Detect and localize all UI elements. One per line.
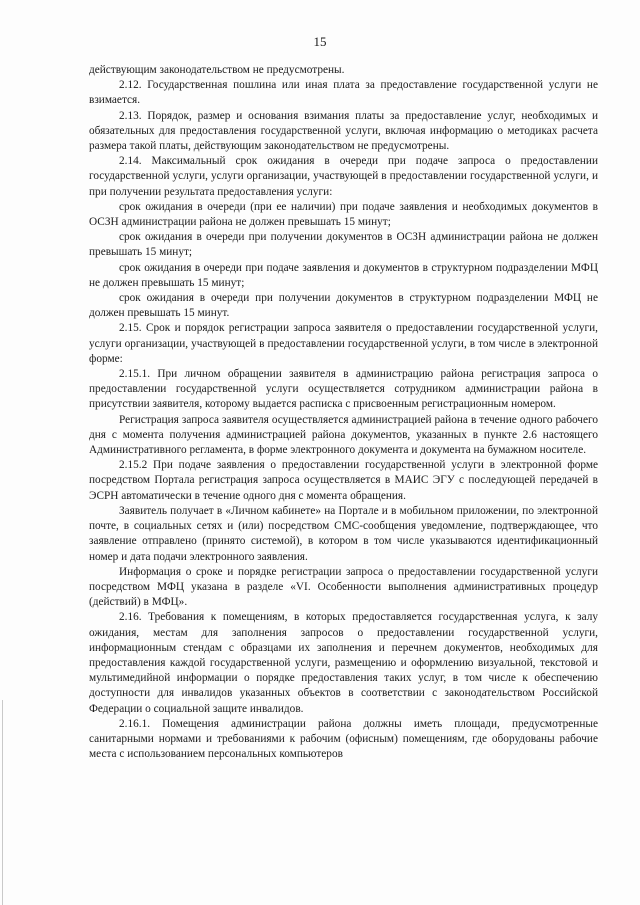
paragraph: 2.15.1. При личном обращении заявителя в администрацию района регистрация запроса о предоставлении государственной услуги осуществляется сотрудником администрации района в присутствии заявителя, которому выдается расписка с присвоенным регистрационным номером. — [89, 368, 598, 411]
paragraph: 2.13. Порядок, размер и основания взимания платы за предоставление услуг, необходимых и обязательных для предоставления государственной услуги, включая информацию о методиках расчета размера такой платы, действующим законодательством не предусмотрены. — [89, 109, 598, 153]
paragraph: срок ожидания в очереди (при ее наличии) при подаче заявления и необходимых документов в ОСЗН администрации района не должен превышать 15 минут; — [89, 200, 598, 229]
scan-edge-line — [2, 700, 3, 905]
paragraph: 2.15. Срок и порядок регистрации запроса заявителя о предоставлении государственной услуги, услуги организации, участвующей в предоставлении государственной услуги, в том числе в электронной форме: — [89, 322, 598, 365]
paragraph: 2.14. Максимальный срок ожидания в очереди при подаче запроса о предоставлении государственной услуги, услуги организации, участвующей в предоставлении государственной услуги, и при получении результата предоставления услуги: — [89, 155, 598, 198]
document-body — [89, 63, 598, 762]
paragraph: срок ожидания в очереди при получении документов в ОСЗН администрации района не должен превышать 15 минут; — [89, 231, 598, 259]
paragraph: 2.16.1. Помещения администрации района должны иметь площади, предусмотренные санитарными нормами и требованиями к рабочим (офисным) помещениям, где оборудованы рабочие места с использованием персональных компьютеров — [89, 717, 598, 761]
page-number: 15 — [313, 34, 327, 49]
paragraph: срок ожидания в очереди при подаче заявления и документов в структурном подразделении МФЦ не должен превышать 15 минут; — [89, 261, 598, 289]
paragraph: Заявитель получает в «Личном кабинете» на Портале и в мобильном приложении, по электронной почте, в социальных сетях и (или) посредством СМС-сообщения уведомление, подтверждающее, что заявление отправлено (принято системой), в котором в том числе указываются идентификационный номер и дата подачи электронного заявления. — [89, 504, 598, 563]
paragraph: Информация о сроке и порядке регистрации запроса о предоставлении государственной услуги посредством МФЦ указана в разделе «VI. Особенности выполнения административных процедур (действий) в МФЦ». — [89, 565, 598, 609]
paragraph: 2.12. Государственная пошлина или иная плата за предоставление государственной услуги не взимается. — [89, 79, 598, 107]
paragraph: 2.15.2 При подаче заявления о предоставлении государственной услуги в электронной форме посредством Портала регистрация запроса осуществляется в МАИС ЭГУ с последующей передачей в ЭСРН автоматически в течение одного дня с момента обращения. — [89, 459, 598, 502]
paragraph: действующим законодательством не предусмотрены. — [89, 64, 345, 76]
paragraph: 2.16. Требования к помещениям, в которых предоставляется государственная услуга, к залу ожидания, местам для заполнения запросов о предоставлении государственной услуги, информационным стендам с образцами их заполнения и перечнем документов, необходимых для предоставления каждой государственной услуги, размещению и оформлению визуальной, текстовой и мультимедийной информации о порядке предоставления таких услуг, в том числе к обеспечению доступности для инвалидов указанных объектов в соответствии с законодательством Российской Федерации о социальной защите инвалидов. — [89, 611, 598, 715]
paragraph: Регистрация запроса заявителя осуществляется администрацией района в течение одного рабочего дня с момента получения администрацией района документов, указанных в пункте 2.6 настоящего Административного регламента, в форме электронного документа и документа на бумажном носителе. — [89, 413, 598, 457]
paragraph: срок ожидания в очереди при получении документов в структурном подразделении МФЦ не должен превышать 15 минут. — [89, 292, 598, 320]
